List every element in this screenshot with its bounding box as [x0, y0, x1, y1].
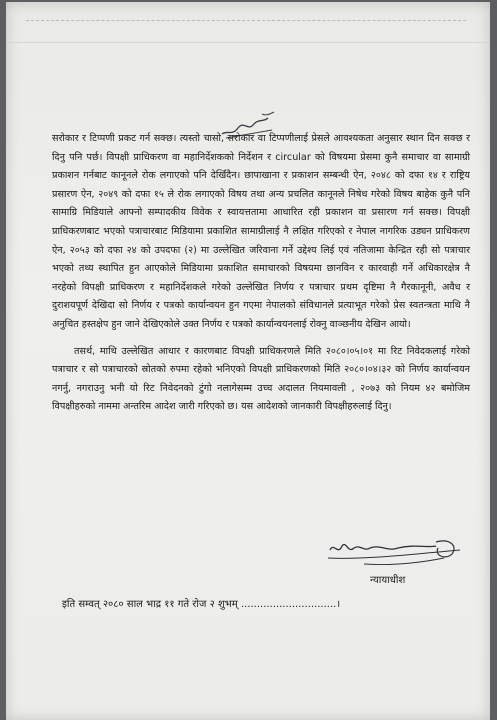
paper-fold-line	[6, 42, 490, 43]
order-body	[52, 130, 470, 417]
body-paragraph-1: सरोकार र टिप्पणी प्रकट गर्न सक्छ। त्यस्तो चासो, सरोकार वा टिप्पणीलाई प्रेसले आवश्यकता अनुसार स्थान दिन सक्छ र दिनु पनि पर्छ। विपक्षी प्राधिकरण वा महानिर्देशकको निर्देशन र circular को विषयमा प्रेसमा कुनै समाचार वा सामाग्री प्रकाशन गर्नबाट कानूनले रोक लगाएको पनि देखिँदैन। छापाखाना र प्रकाशन सम्बन्धी ऐन, २०४८ को दफा १४ र राष्ट्रिय प्रसारण ऐन, २०४९ को दफा १५ ले रोक लगाएको विषय तथा अन्य प्रचलित कानूनले निषेध गरेको विषय बाहेक कुनै पनि सामाग्रि मिडियाले आफ्नो सम्पादकीय विवेक र स्वायत्ततामा आधारित रही प्रकाशन वा प्रसारण गर्न सक्छ। विपक्षी प्राधिकरणबाट भएको पत्राचारबाट मिडियामा प्रकाशित सामाग्रीलाई नै लक्षित गरिएको र नेपाल नागरिक उड्यन प्राधिकरण ऐन, २०५३ को दफा २४ को उपदफा (२) मा उल्लेखित जरिवाना गर्ने उद्देश्य लिई एवं नतिजामा केन्द्रित रही सो पत्राचार भएको तथ्य स्थापित हुन आएकोले मिडियामा प्रकाशित समाचारको विषयमा छानविन र कारवाही गर्ने अधिकारक्षेत्र नै नरहेको विपक्षी प्राधिकरण र महानिर्देशकले गरेको उल्लेखित निर्णय र पत्राचार प्रथम दृष्टिमा नै गैरकानूनी, अवैध र दुराशयपूर्ण देखिदा सो निर्णय र पत्रको कार्यान्वयन हुन गएमा नेपालको संविधानले प्रत्याभूत गरेको प्रेस स्वतन्त्रता माथि नै अनुचित हस्तक्षेप हुन जाने देखिएकोले उक्त निर्णय र पत्रको कार्यान्वयनलाई रोक्नु वाञ्छनीय देखिन आयो।	[52, 133, 470, 330]
date-line: इति सम्वत् २०८० साल भाद्र ११ गते रोज २ शुभम् ..............................।	[62, 599, 341, 610]
body-paragraph-2: तसर्थ, माथि उल्लेखित आधार र कारणबाट विपक्षी प्राधिकरणले मिति २०८०।०५।०१ मा रिट निवेदकलाई गरेको पत्राचार र सो पत्राचारको स्रोतको रुपमा रहेको भनिएको विपक्षी प्राधिकरणको मिति २०८०।०४।३२ को निर्णय कार्यान्वयन नगर्नु, नगराउनु भनी यो रिट निवेदनको टुंगो नलागेसम्म उच्च अदालत नियमावली , २०७३ को नियम ४२ बमोजिम विपक्षीहरुको नाममा अन्तरिम आदेश जारी गरिएको छ। यस आदेशको जानकारी विपक्षीहरुलाई दिनु।	[52, 345, 470, 413]
top-dashed-line	[26, 20, 466, 21]
judge-title: न्यायाधीश	[370, 575, 406, 586]
document-page	[6, 2, 490, 720]
